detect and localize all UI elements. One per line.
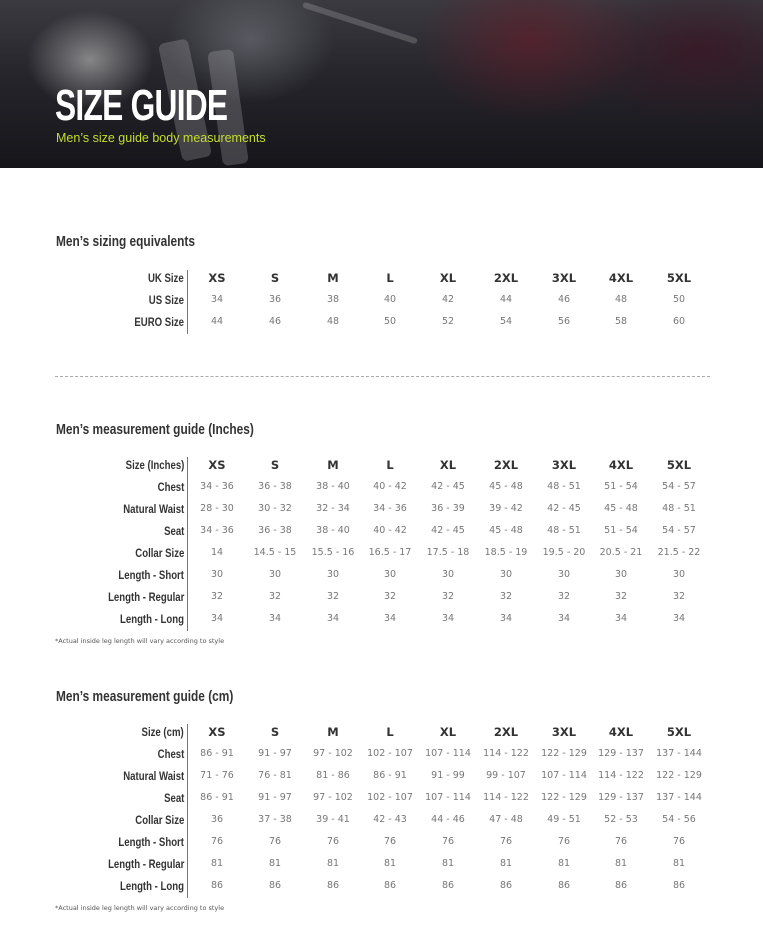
equivalents-title: Men’s sizing equivalents bbox=[56, 234, 195, 250]
table-row bbox=[0, 788, 763, 810]
table-cell: 86 bbox=[441, 880, 455, 891]
table-cell: 16.5 - 17 bbox=[368, 547, 412, 558]
table-cell: 50 bbox=[383, 316, 397, 327]
table-separator-line bbox=[187, 457, 188, 631]
hero-background-photo bbox=[302, 2, 418, 45]
table-cell: 81 bbox=[499, 858, 513, 869]
table-row bbox=[0, 587, 763, 609]
table-cell: 38 - 40 bbox=[316, 525, 350, 536]
table-cell: 34 bbox=[499, 613, 513, 624]
table-cell: 48 bbox=[614, 294, 628, 305]
table-cell: 107 - 114 bbox=[425, 792, 471, 803]
table-cell: 47 - 48 bbox=[489, 814, 523, 825]
table-cell: 20.5 - 21 bbox=[599, 547, 643, 558]
table-row bbox=[0, 609, 763, 631]
table-cell: 51 - 54 bbox=[604, 481, 638, 492]
table-cell: 42 - 43 bbox=[373, 814, 407, 825]
size-column-header: L bbox=[386, 725, 394, 739]
table-cell: 52 bbox=[441, 316, 455, 327]
size-column-header: 4XL bbox=[608, 725, 634, 739]
table-cell: 97 - 102 bbox=[313, 792, 353, 803]
table-cell: 44 bbox=[210, 316, 224, 327]
table-row bbox=[0, 810, 763, 832]
table-cell: 36 - 38 bbox=[258, 525, 292, 536]
table-row bbox=[0, 312, 763, 334]
size-column-header: XL bbox=[439, 271, 457, 285]
table-cell: 81 bbox=[268, 858, 282, 869]
table-cell: 19.5 - 20 bbox=[542, 547, 586, 558]
table-cell: 30 bbox=[268, 569, 282, 580]
measurement-label: US Size bbox=[148, 293, 184, 307]
table-cell: 14.5 - 15 bbox=[253, 547, 297, 558]
table-cell: 54 bbox=[499, 316, 513, 327]
table-cell: 102 - 107 bbox=[367, 748, 413, 759]
size-column-header: XL bbox=[439, 725, 457, 739]
table-cell: 81 bbox=[326, 858, 340, 869]
table-cell: 129 - 137 bbox=[598, 792, 644, 803]
table-cell: 91 - 97 bbox=[258, 792, 292, 803]
size-column-header: 3XL bbox=[551, 725, 577, 739]
table-cell: 18.5 - 19 bbox=[484, 547, 528, 558]
section-divider bbox=[55, 376, 710, 377]
table-cell: 50 bbox=[672, 294, 686, 305]
size-column-header: XS bbox=[208, 271, 226, 285]
table-cell: 99 - 107 bbox=[486, 770, 526, 781]
table-cell: 37 - 38 bbox=[258, 814, 292, 825]
table-cell: 76 bbox=[326, 836, 340, 847]
table-cell: 45 - 48 bbox=[489, 481, 523, 492]
inches-title: Men’s measurement guide (Inches) bbox=[56, 422, 254, 438]
size-column-header: 2XL bbox=[493, 725, 519, 739]
cm-footnote: *Actual inside leg length will vary according to style bbox=[55, 904, 225, 912]
table-cell: 60 bbox=[672, 316, 686, 327]
table-cell: 38 - 40 bbox=[316, 481, 350, 492]
measurement-label: Length - Short bbox=[118, 568, 184, 582]
page-subtitle: Men’s size guide body measurements bbox=[56, 131, 266, 145]
table-cell: 58 bbox=[614, 316, 628, 327]
table-cell: 86 bbox=[210, 880, 224, 891]
size-column-header: S bbox=[270, 271, 280, 285]
table-cell: 86 - 91 bbox=[373, 770, 407, 781]
size-column-header: XL bbox=[439, 458, 457, 472]
table-cell: 46 bbox=[557, 294, 571, 305]
table-cell: 14 bbox=[210, 547, 224, 558]
size-column-header: M bbox=[327, 458, 339, 472]
table-row bbox=[0, 521, 763, 543]
size-column-header: 2XL bbox=[493, 458, 519, 472]
table-cell: 40 - 42 bbox=[373, 481, 407, 492]
size-column-header: XS bbox=[208, 458, 226, 472]
table-cell: 34 bbox=[441, 613, 455, 624]
table-cell: 42 - 45 bbox=[547, 503, 581, 514]
size-column-header: S bbox=[270, 725, 280, 739]
table-cell: 71 - 76 bbox=[200, 770, 234, 781]
table-cell: 52 - 53 bbox=[604, 814, 638, 825]
size-column-header: S bbox=[270, 458, 280, 472]
table-cell: 46 bbox=[268, 316, 282, 327]
measurement-label: Seat bbox=[163, 524, 184, 538]
table-cell: 32 bbox=[383, 591, 397, 602]
table-cell: 32 bbox=[268, 591, 282, 602]
size-column-header: 3XL bbox=[551, 271, 577, 285]
table-cell: 34 bbox=[614, 613, 628, 624]
table-row bbox=[0, 565, 763, 587]
table-cell: 86 bbox=[614, 880, 628, 891]
table-row bbox=[0, 477, 763, 499]
table-cell: 44 bbox=[499, 294, 513, 305]
table-separator-line bbox=[187, 270, 188, 334]
measurement-label: Collar Size bbox=[134, 813, 184, 827]
table-cell: 30 bbox=[210, 569, 224, 580]
table-cell: 48 bbox=[326, 316, 340, 327]
table-cell: 122 - 129 bbox=[656, 770, 702, 781]
table-header-row bbox=[0, 455, 763, 477]
table-cell: 137 - 144 bbox=[656, 792, 702, 803]
table-cell: 76 bbox=[383, 836, 397, 847]
table-cell: 45 - 48 bbox=[489, 525, 523, 536]
page-title: SIZE GUIDE bbox=[55, 81, 228, 130]
table-cell: 39 - 41 bbox=[316, 814, 350, 825]
table-cell: 81 bbox=[383, 858, 397, 869]
table-cell: 76 bbox=[210, 836, 224, 847]
table-cell: 86 bbox=[499, 880, 513, 891]
table-cell: 51 - 54 bbox=[604, 525, 638, 536]
table-cell: 81 bbox=[210, 858, 224, 869]
table-cell: 34 bbox=[557, 613, 571, 624]
table-cell: 122 - 129 bbox=[541, 748, 587, 759]
table-cell: 34 - 36 bbox=[373, 503, 407, 514]
table-cell: 76 bbox=[672, 836, 686, 847]
size-column-header: 4XL bbox=[608, 271, 634, 285]
table-cell: 32 bbox=[326, 591, 340, 602]
table-cell: 32 - 34 bbox=[316, 503, 350, 514]
table-cell: 44 - 46 bbox=[431, 814, 465, 825]
table-cell: 129 - 137 bbox=[598, 748, 644, 759]
size-column-header: M bbox=[327, 725, 339, 739]
table-cell: 30 - 32 bbox=[258, 503, 292, 514]
table-header-row bbox=[0, 268, 763, 290]
measurement-label: Chest bbox=[157, 747, 184, 761]
table-cell: 86 bbox=[383, 880, 397, 891]
table-cell: 91 - 97 bbox=[258, 748, 292, 759]
size-column-header: 5XL bbox=[666, 458, 692, 472]
size-column-header: 2XL bbox=[493, 271, 519, 285]
table-cell: 76 bbox=[614, 836, 628, 847]
table-cell: 30 bbox=[326, 569, 340, 580]
table-row bbox=[0, 744, 763, 766]
table-cell: 97 - 102 bbox=[313, 748, 353, 759]
table-cell: 39 - 42 bbox=[489, 503, 523, 514]
table-cell: 34 bbox=[383, 613, 397, 624]
table-cell: 102 - 107 bbox=[367, 792, 413, 803]
table-row bbox=[0, 766, 763, 788]
table-cell: 34 - 36 bbox=[200, 525, 234, 536]
table-row bbox=[0, 499, 763, 521]
table-cell: 81 bbox=[441, 858, 455, 869]
table-cell: 54 - 57 bbox=[662, 481, 696, 492]
size-column-header: 3XL bbox=[551, 458, 577, 472]
table-cell: 30 bbox=[672, 569, 686, 580]
measurement-label: Length - Short bbox=[118, 835, 184, 849]
size-column-header: 5XL bbox=[666, 271, 692, 285]
measurement-label: Length - Regular bbox=[107, 857, 184, 871]
table-cell: 49 - 51 bbox=[547, 814, 581, 825]
table-row bbox=[0, 290, 763, 312]
size-column-header: 5XL bbox=[666, 725, 692, 739]
size-header-label: UK Size bbox=[148, 271, 184, 285]
table-cell: 36 - 39 bbox=[431, 503, 465, 514]
table-cell: 81 bbox=[672, 858, 686, 869]
table-cell: 15.5 - 16 bbox=[311, 547, 355, 558]
size-column-header: XS bbox=[208, 725, 226, 739]
table-cell: 86 bbox=[557, 880, 571, 891]
table-cell: 86 - 91 bbox=[200, 792, 234, 803]
measurement-label: Length - Long bbox=[120, 612, 184, 626]
table-cell: 48 - 51 bbox=[662, 503, 696, 514]
table-row bbox=[0, 876, 763, 898]
table-cell: 56 bbox=[557, 316, 571, 327]
table-cell: 86 bbox=[268, 880, 282, 891]
table-cell: 32 bbox=[499, 591, 513, 602]
table-row bbox=[0, 543, 763, 565]
table-cell: 42 bbox=[441, 294, 455, 305]
table-row bbox=[0, 854, 763, 876]
table-cell: 54 - 56 bbox=[662, 814, 696, 825]
table-cell: 42 - 45 bbox=[431, 525, 465, 536]
table-cell: 36 bbox=[210, 814, 224, 825]
table-cell: 40 - 42 bbox=[373, 525, 407, 536]
cm-title: Men’s measurement guide (cm) bbox=[56, 689, 234, 705]
table-cell: 34 bbox=[210, 294, 224, 305]
table-cell: 28 - 30 bbox=[200, 503, 234, 514]
table-cell: 91 - 99 bbox=[431, 770, 465, 781]
table-cell: 81 bbox=[614, 858, 628, 869]
size-header-label: Size (cm) bbox=[141, 725, 184, 739]
table-cell: 81 - 86 bbox=[316, 770, 350, 781]
size-column-header: L bbox=[386, 271, 394, 285]
table-cell: 48 - 51 bbox=[547, 525, 581, 536]
table-cell: 86 bbox=[326, 880, 340, 891]
table-cell: 34 - 36 bbox=[200, 481, 234, 492]
measurement-label: Chest bbox=[157, 480, 184, 494]
table-cell: 54 - 57 bbox=[662, 525, 696, 536]
table-cell: 32 bbox=[614, 591, 628, 602]
table-cell: 30 bbox=[614, 569, 628, 580]
table-cell: 34 bbox=[672, 613, 686, 624]
table-cell: 32 bbox=[672, 591, 686, 602]
table-cell: 32 bbox=[557, 591, 571, 602]
inches-footnote: *Actual inside leg length will vary according to style bbox=[55, 637, 225, 645]
table-row bbox=[0, 832, 763, 854]
table-cell: 34 bbox=[326, 613, 340, 624]
table-cell: 36 bbox=[268, 294, 282, 305]
table-cell: 76 bbox=[441, 836, 455, 847]
table-cell: 86 bbox=[672, 880, 686, 891]
table-cell: 107 - 114 bbox=[541, 770, 587, 781]
size-column-header: L bbox=[386, 458, 394, 472]
table-cell: 81 bbox=[557, 858, 571, 869]
size-column-header: 4XL bbox=[608, 458, 634, 472]
measurement-label: Length - Long bbox=[120, 879, 184, 893]
table-cell: 86 - 91 bbox=[200, 748, 234, 759]
measurement-label: Collar Size bbox=[134, 546, 184, 560]
table-separator-line bbox=[187, 724, 188, 898]
table-cell: 30 bbox=[499, 569, 513, 580]
table-cell: 114 - 122 bbox=[483, 748, 529, 759]
table-cell: 32 bbox=[441, 591, 455, 602]
measurement-label: Seat bbox=[163, 791, 184, 805]
table-cell: 114 - 122 bbox=[483, 792, 529, 803]
table-cell: 38 bbox=[326, 294, 340, 305]
size-header-label: Size (Inches) bbox=[125, 458, 184, 472]
table-cell: 107 - 114 bbox=[425, 748, 471, 759]
table-cell: 122 - 129 bbox=[541, 792, 587, 803]
table-cell: 21.5 - 22 bbox=[657, 547, 701, 558]
table-cell: 137 - 144 bbox=[656, 748, 702, 759]
measurement-label: Natural Waist bbox=[123, 502, 184, 516]
table-cell: 76 bbox=[499, 836, 513, 847]
table-cell: 40 bbox=[383, 294, 397, 305]
table-cell: 48 - 51 bbox=[547, 481, 581, 492]
measurement-label: EURO Size bbox=[134, 315, 184, 329]
table-cell: 114 - 122 bbox=[598, 770, 644, 781]
table-header-row bbox=[0, 722, 763, 744]
table-cell: 45 - 48 bbox=[604, 503, 638, 514]
table-cell: 17.5 - 18 bbox=[426, 547, 470, 558]
table-cell: 76 bbox=[268, 836, 282, 847]
measurement-label: Natural Waist bbox=[123, 769, 184, 783]
table-cell: 42 - 45 bbox=[431, 481, 465, 492]
table-cell: 32 bbox=[210, 591, 224, 602]
table-cell: 30 bbox=[441, 569, 455, 580]
table-cell: 76 bbox=[557, 836, 571, 847]
measurement-label: Length - Regular bbox=[107, 590, 184, 604]
table-cell: 30 bbox=[557, 569, 571, 580]
table-cell: 36 - 38 bbox=[258, 481, 292, 492]
hero-banner bbox=[0, 0, 763, 168]
table-cell: 30 bbox=[383, 569, 397, 580]
table-cell: 34 bbox=[268, 613, 282, 624]
size-column-header: M bbox=[327, 271, 339, 285]
table-cell: 34 bbox=[210, 613, 224, 624]
table-cell: 76 - 81 bbox=[258, 770, 292, 781]
